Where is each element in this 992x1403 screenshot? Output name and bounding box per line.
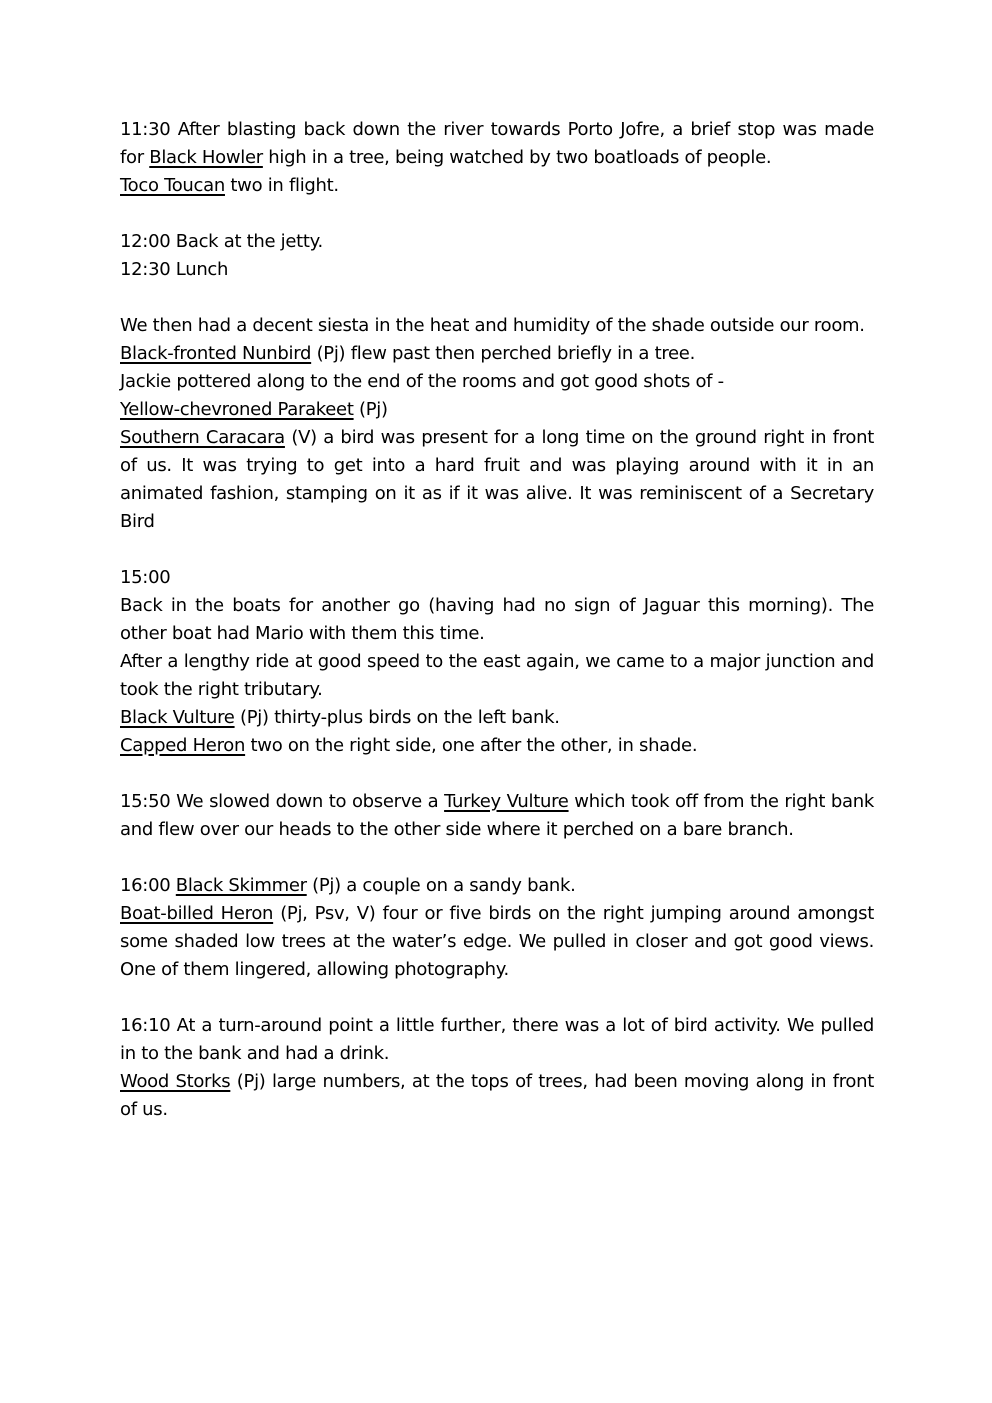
text-run: 12:30 Lunch — [120, 259, 229, 280]
document-body — [120, 116, 874, 1124]
paragraph — [120, 312, 874, 340]
paragraph — [120, 424, 874, 536]
text-run: 15:00 — [120, 567, 171, 588]
paragraph — [120, 116, 874, 172]
text-block — [120, 1012, 874, 1124]
text-block — [120, 564, 874, 760]
paragraph — [120, 900, 874, 984]
text-run: (Pj) — [353, 399, 388, 420]
paragraph — [120, 704, 874, 732]
species-name-underlined: Turkey Vulture — [444, 791, 569, 812]
paragraph — [120, 872, 874, 900]
text-run: 11:30 After blasting back down the river towards Porto Jofre, a brief stop was made for — [120, 119, 874, 168]
paragraph — [120, 396, 874, 424]
species-name-underlined: Toco Toucan — [120, 175, 225, 196]
text-run: (V) a bird was present for a long time on the ground right in front of us. It was trying to get into a hard fruit and was playing around with it in an animated fashion, stamping on it as if it was alive. It was reminiscent of a Secretary Bird — [120, 427, 874, 532]
text-block — [120, 872, 874, 984]
text-block — [120, 312, 874, 536]
paragraph — [120, 592, 874, 648]
text-run: After a lengthy ride at good speed to the east again, we came to a major junction and took the right tributary. — [120, 651, 874, 700]
paragraph — [120, 788, 874, 844]
paragraph — [120, 368, 874, 396]
text-run: Jackie pottered along to the end of the rooms and got good shots of - — [120, 371, 724, 392]
species-name-underlined: Black-fronted Nunbird — [120, 343, 312, 364]
text-block — [120, 228, 874, 284]
text-run: (Pj) a couple on a sandy bank. — [306, 875, 576, 896]
text-block — [120, 788, 874, 844]
text-run: 12:00 Back at the jetty. — [120, 231, 323, 252]
text-run: two on the right side, one after the other, in shade. — [245, 735, 698, 756]
text-run: (Pj) large numbers, at the tops of trees, had been moving along in front of us. — [120, 1071, 874, 1120]
text-run: 16:10 At a turn-around point a little further, there was a lot of bird activity. We pulled in to the bank and had a drink. — [120, 1015, 874, 1064]
species-name-underlined: Black Vulture — [120, 707, 235, 728]
text-run: two in flight. — [224, 175, 339, 196]
text-run: high in a tree, being watched by two boatloads of people. — [262, 147, 772, 168]
species-name-underlined: Boat-billed Heron — [120, 903, 274, 924]
paragraph — [120, 340, 874, 368]
text-run: Back in the boats for another go (having had no sign of Jaguar this morning). The other boat had Mario with them this time. — [120, 595, 874, 644]
text-run: 15:50 We slowed down to observe a — [120, 791, 445, 812]
species-name-underlined: Yellow-chevroned Parakeet — [120, 399, 354, 420]
species-name-underlined: Wood Storks — [120, 1071, 231, 1092]
paragraph — [120, 648, 874, 704]
text-run: (Pj, Psv, V) four or five birds on the right jumping around amongst some shaded low trees at the water’s edge. We pulled in closer and got good views. One of them lingered, allowing photography. — [120, 903, 874, 980]
text-run: (Pj) flew past then perched briefly in a tree. — [311, 343, 695, 364]
paragraph — [120, 1068, 874, 1124]
species-name-underlined: Southern Caracara — [120, 427, 285, 448]
text-block — [120, 116, 874, 200]
species-name-underlined: Capped Heron — [120, 735, 246, 756]
species-name-underlined: Black Skimmer — [175, 875, 307, 896]
paragraph — [120, 256, 874, 284]
text-run: which took off from the right bank and flew over our heads to the other side where it perched on a bare branch. — [120, 791, 874, 840]
paragraph — [120, 564, 874, 592]
text-run: (Pj) thirty-plus birds on the left bank. — [234, 707, 560, 728]
paragraph — [120, 732, 874, 760]
text-run: 16:00 — [120, 875, 176, 896]
paragraph — [120, 172, 874, 200]
paragraph — [120, 1012, 874, 1068]
species-name-underlined: Black Howler — [149, 147, 263, 168]
paragraph — [120, 228, 874, 256]
text-run: We then had a decent siesta in the heat and humidity of the shade outside our room. — [120, 315, 865, 336]
